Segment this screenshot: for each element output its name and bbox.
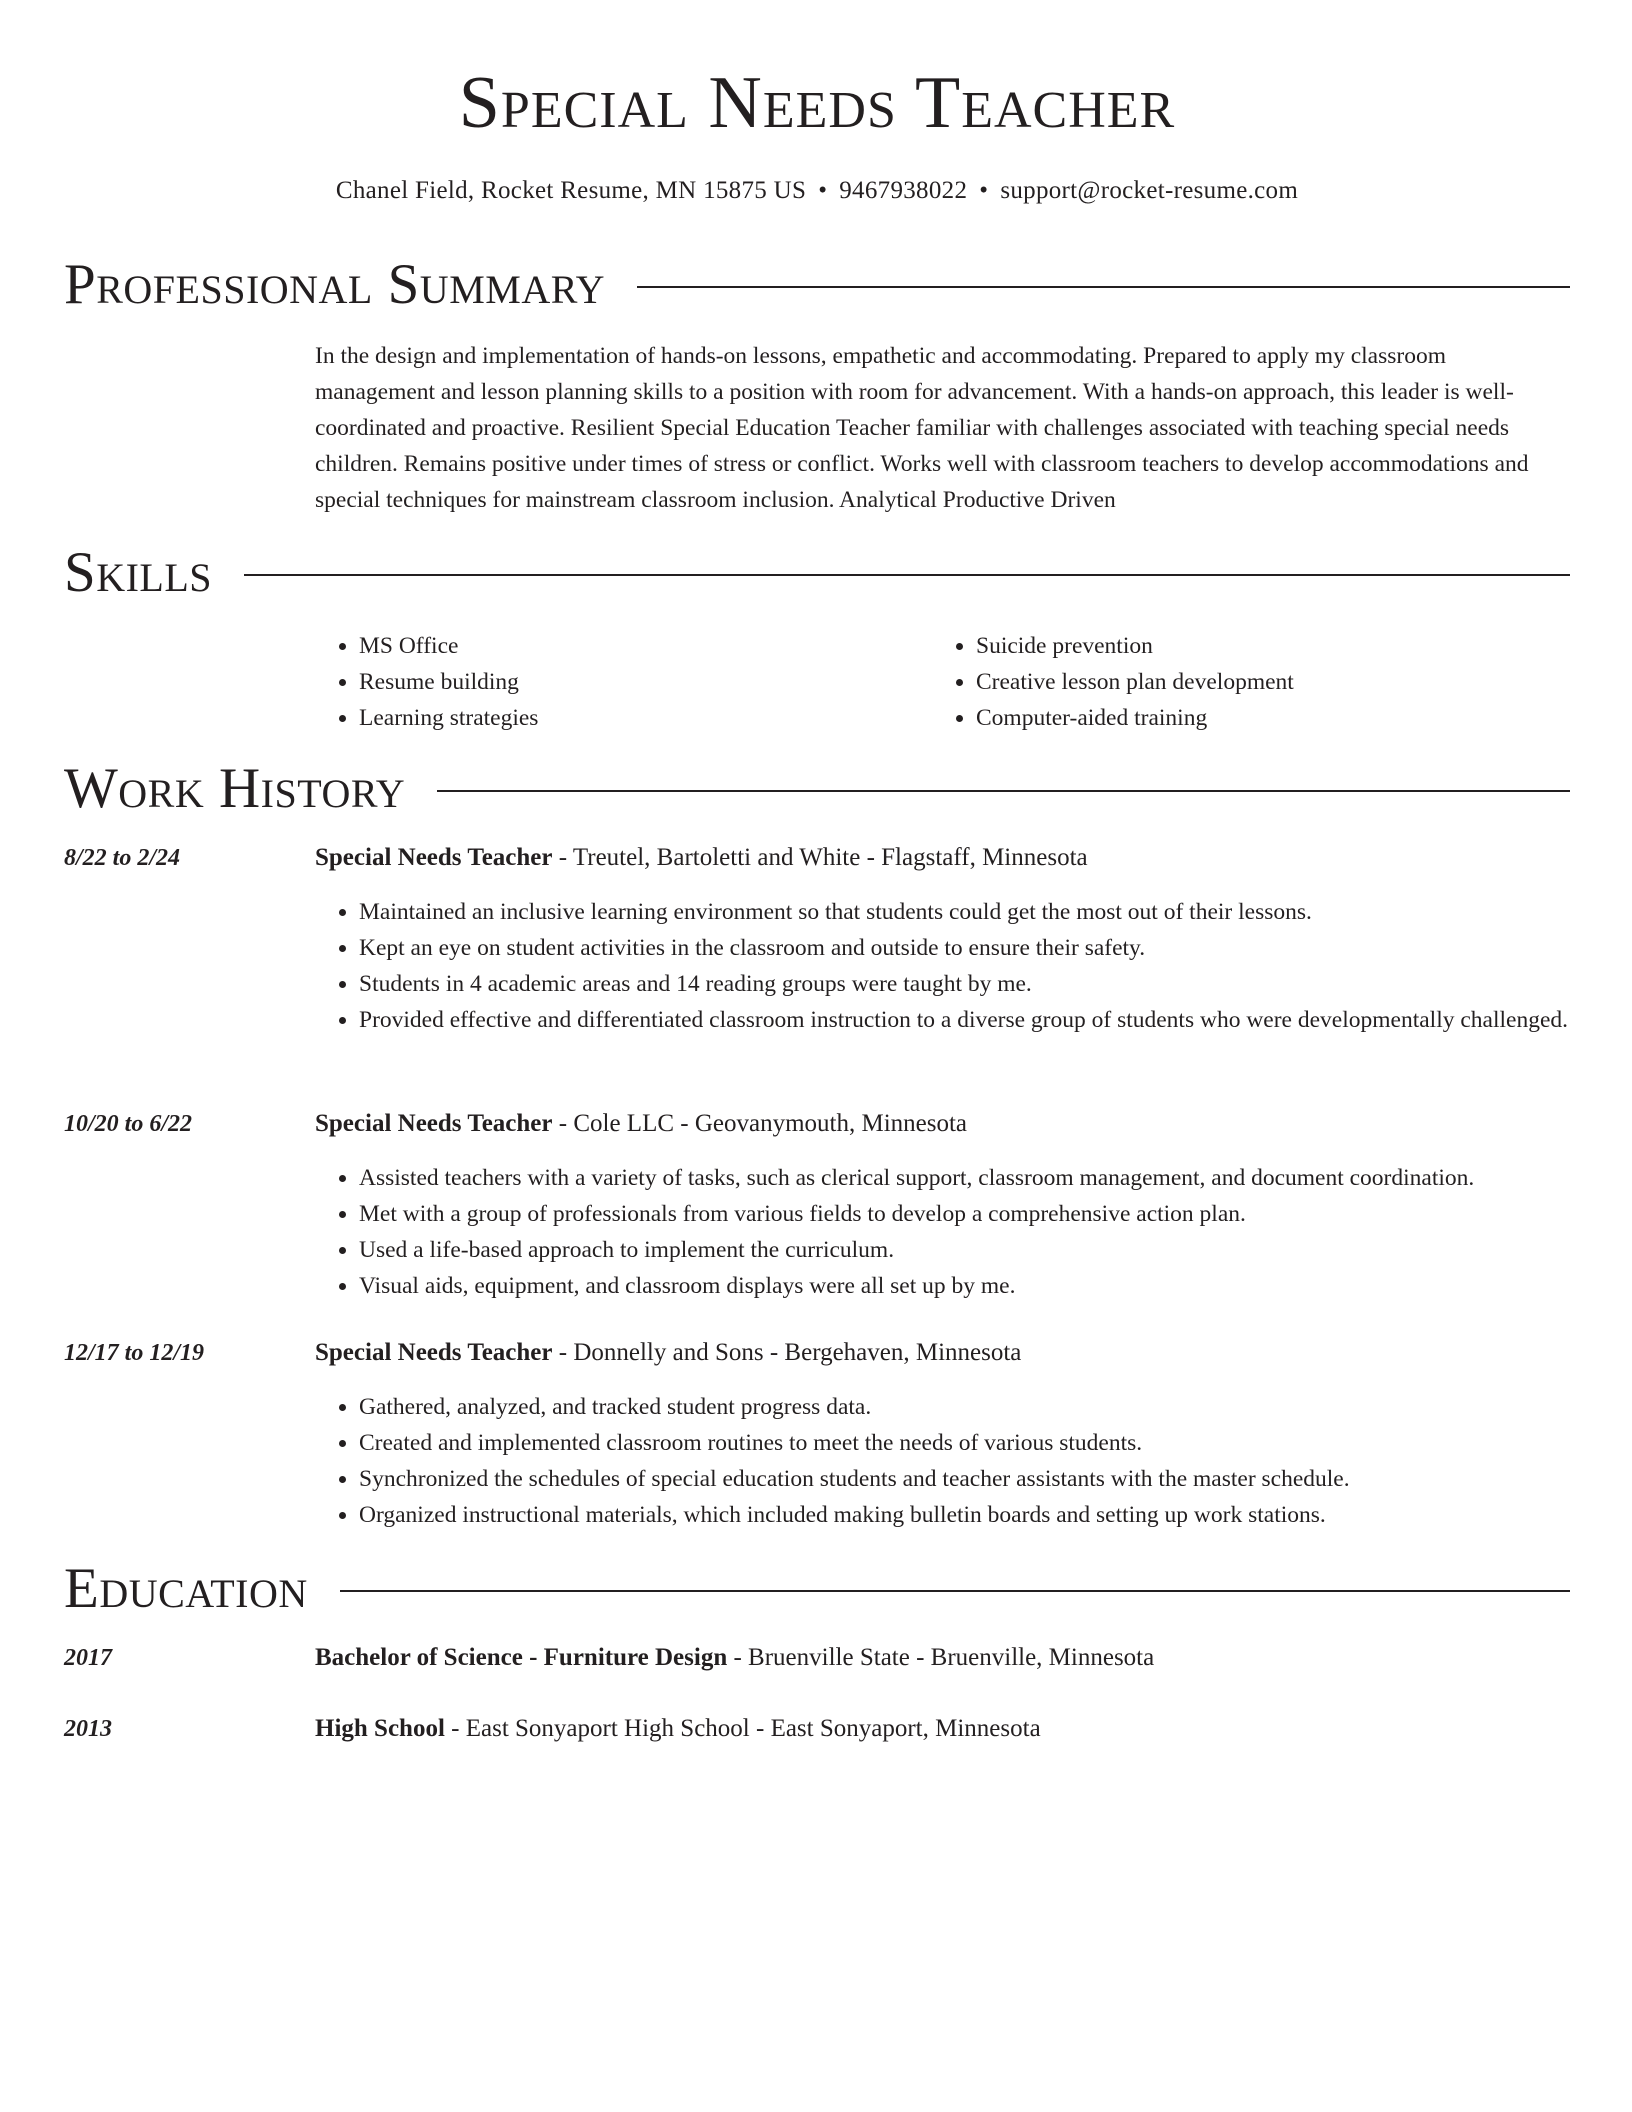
- job-bullet: • Gathered, analyzed, and tracked student progress data.: [359, 1389, 1570, 1425]
- job-dates: 12/17 to 12/19: [64, 1340, 205, 1366]
- summary-text: In the design and implementation of hands-on lessons, empathetic and accommodating. Prepared to apply my classroom management and lesson planning skills to a position with room for advancement. With a hands-on approach, this leader is well-coordinated and proactive. Resilient Special Education Teacher familiar with challenges associated with teaching special needs children. Remains positive under times of stress or conflict. Works well with classroom teachers to develop accommodations and special techniques for mainstream classroom inclusion. Analytical Productive Driven: [315, 343, 1529, 513]
- section-title: Professional Summary: [64, 253, 606, 316]
- job-bullet: • Assisted teachers with a variety of tasks, such as clerical support, classroom management, and document coordination.: [359, 1160, 1570, 1196]
- contact-address: Chanel Field, Rocket Resume, MN 15875 US: [335, 177, 807, 204]
- section-title: Skills: [64, 541, 213, 604]
- job-bullets: [315, 894, 1570, 1038]
- job-bullet: • Students in 4 academic areas and 14 reading groups were taught by me.: [359, 966, 1570, 1002]
- job-role: Special Needs Teacher: [315, 1339, 553, 1366]
- summary-section-header: [64, 250, 1570, 320]
- skills-column-right: [932, 628, 1549, 736]
- job-bullet: • Met with a group of professionals from various fields to develop a comprehensive action plan.: [359, 1196, 1570, 1232]
- job-bullet: • Organized instructional materials, which included making bulletin boards and setting up work stations.: [359, 1497, 1570, 1533]
- job-role: Special Needs Teacher: [315, 844, 553, 871]
- contact-email: support@rocket-resume.com: [1000, 177, 1299, 204]
- job-heading: [315, 840, 1570, 876]
- job-dates: 8/22 to 2/24: [64, 845, 181, 871]
- section-divider: [437, 790, 1570, 792]
- section-divider: [340, 1590, 1570, 1592]
- education-year: 2013: [64, 1716, 112, 1742]
- job-employer: - Treutel, Bartoletti and White - Flagstaff, Minnesota: [552, 844, 1088, 871]
- job-dates: 10/20 to 6/22: [64, 1111, 193, 1137]
- skill-item: • Creative lesson plan development: [976, 664, 1549, 700]
- job-bullet: • Provided effective and differentiated classroom instruction to a diverse group of students who were developmentally challenged.: [359, 1002, 1570, 1038]
- job-bullet: • Created and implemented classroom routines to meet the needs of various students.: [359, 1425, 1570, 1461]
- job-bullet: • Visual aids, equipment, and classroom displays were all set up by me.: [359, 1268, 1570, 1304]
- education-school: - Bruenville State - Bruenville, Minnesota: [727, 1644, 1155, 1671]
- education-degree: High School: [315, 1715, 445, 1742]
- job-bullet: • Synchronized the schedules of special education students and teacher assistants with the master schedule.: [359, 1461, 1570, 1497]
- education-heading: [315, 1640, 1570, 1676]
- contact-phone: 9467938022: [839, 177, 968, 204]
- education-section-header: [64, 1554, 1570, 1624]
- contact-line: [64, 174, 1570, 208]
- education-year: 2017: [64, 1645, 112, 1671]
- job-heading: [315, 1106, 1570, 1142]
- section-divider: [244, 574, 1570, 576]
- job-employer: - Cole LLC - Geovanymouth, Minnesota: [552, 1110, 968, 1137]
- skills-column-left: [315, 628, 932, 736]
- section-title: Education: [64, 1557, 308, 1620]
- skills-section-header: [64, 538, 1570, 608]
- work-section-header: [64, 754, 1570, 824]
- job-employer: - Donnelly and Sons - Bergehaven, Minnesota: [552, 1339, 1022, 1366]
- contact-separator: •: [979, 177, 989, 204]
- skill-item: • Computer-aided training: [976, 700, 1549, 736]
- job-bullet: • Kept an eye on student activities in the classroom and outside to ensure their safety.: [359, 930, 1570, 966]
- skill-item: • Resume building: [359, 664, 932, 700]
- skills-list: [315, 628, 1570, 736]
- education-degree: Bachelor of Science - Furniture Design: [315, 1644, 728, 1671]
- job-role: Special Needs Teacher: [315, 1110, 553, 1137]
- education-school: - East Sonyaport High School - East Sonyaport, Minnesota: [444, 1715, 1041, 1742]
- job-bullet: • Maintained an inclusive learning environment so that students could get the most out of their lessons.: [359, 894, 1570, 930]
- job-bullet: • Used a life-based approach to implement the curriculum.: [359, 1232, 1570, 1268]
- contact-separator: •: [818, 177, 828, 204]
- education-heading: [315, 1711, 1570, 1747]
- job-bullets: [315, 1160, 1570, 1304]
- section-divider: [637, 286, 1570, 288]
- job-bullets: [315, 1389, 1570, 1533]
- skill-item: • MS Office: [359, 628, 932, 664]
- job-heading: [315, 1335, 1570, 1371]
- section-title: Work History: [64, 757, 406, 820]
- candidate-title: Special Needs Teacher: [458, 62, 1176, 144]
- skill-item: • Learning strategies: [359, 700, 932, 736]
- skill-item: • Suicide prevention: [976, 628, 1549, 664]
